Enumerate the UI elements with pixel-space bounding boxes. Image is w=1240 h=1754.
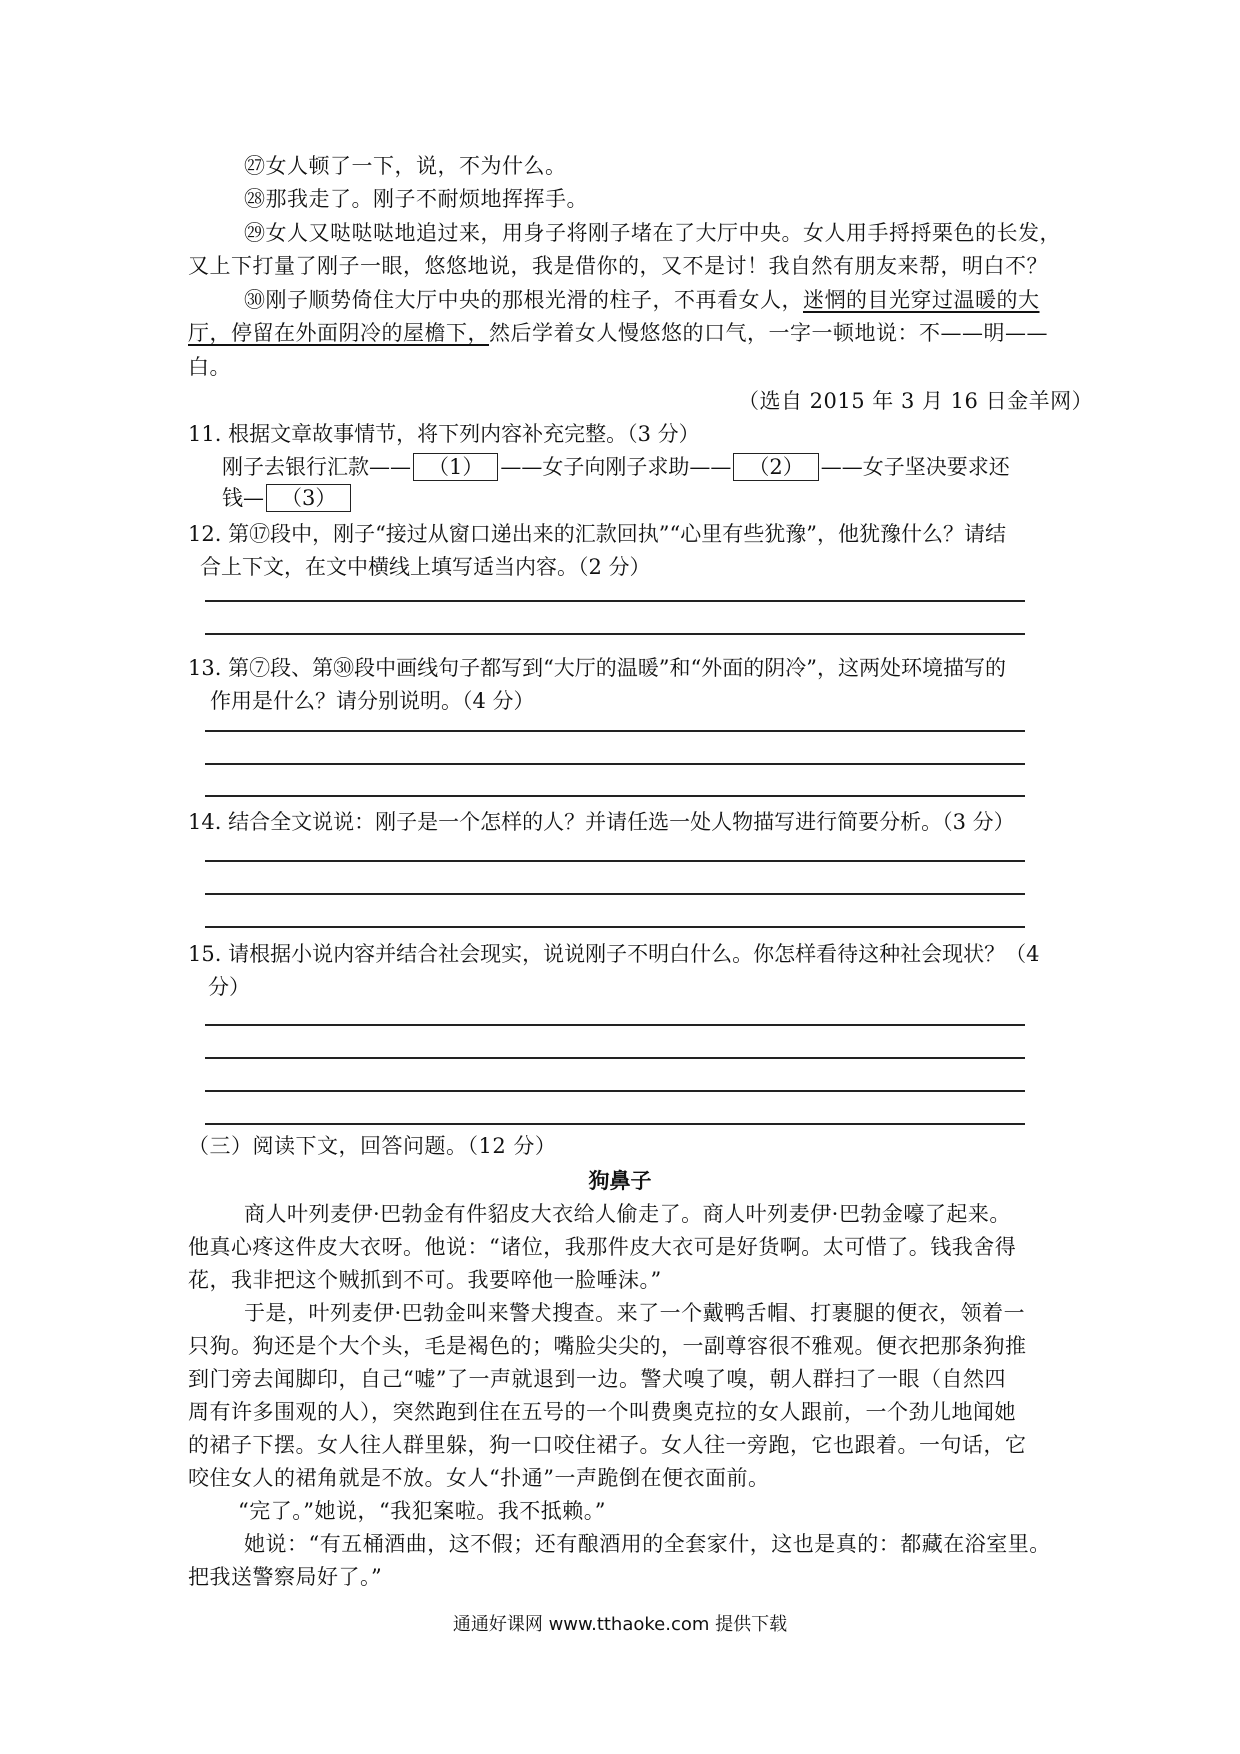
paragraph-30-line-2 <box>188 317 1048 350</box>
article-paragraph-2-line-4: 周有许多围观的人），突然跑到住在五号的一个叫费奥克拉的女人跟前，一个劲儿地闻她 <box>188 1400 1016 1424</box>
answer-line[interactable] <box>205 893 1025 895</box>
page-footer: 通通好课网 www.tthaoke.com 提供下载 <box>452 1614 788 1635</box>
paragraph-28: ㉘那我走了。刚子不耐烦地挥挥手。 <box>244 187 588 211</box>
article-paragraph-1-line-1: 商人叶列麦伊·巴勃金有件貂皮大衣给人偷走了。商人叶列麦伊·巴勃金嚎了起来。 <box>244 1202 1011 1226</box>
paragraph-30-text-2: 然后学着女人慢悠悠的口气，一字一顿地说：不——明—— <box>489 321 1048 345</box>
chain-step-remit: 刚子去银行汇款—— <box>222 455 411 479</box>
paragraph-29-line-1: ㉙女人又哒哒哒地追过来，用身子将刚子堵在了大厅中央。女人用手捋捋栗色的长发， <box>244 221 1061 245</box>
source-citation: （选自 2015 年 3 月 16 日金羊网） <box>738 389 1094 413</box>
blank-box-3[interactable]: （3） <box>266 484 351 512</box>
answer-line[interactable] <box>205 1057 1025 1059</box>
question-15-line-1: 15. 请根据小说内容并结合社会现实，说说刚子不明白什么。你怎样看待这种社会现状？（4 <box>188 942 1040 966</box>
underlined-sentence-continued: 厅，停留在外面阴冷的屋檐下， <box>188 321 489 345</box>
paragraph-30-line-3: 白。 <box>188 355 231 379</box>
answer-line[interactable] <box>205 860 1025 862</box>
article-paragraph-2-line-3: 到门旁去闻脚印，自己“嘘”了一声就退到一边。警犬嗅了嗅，朝人群扫了一眼（自然四 <box>188 1367 1006 1391</box>
question-15-line-2: 分） <box>208 975 250 999</box>
blank-box-2[interactable]: （2） <box>733 453 818 481</box>
question-11-chain-line-1 <box>222 451 1010 484</box>
question-13-line-2: 作用是什么？请分别说明。（4 分） <box>210 689 535 713</box>
article-paragraph-2-line-1: 于是，叶列麦伊·巴勃金叫来警犬搜查。来了一个戴鸭舌帽、打裹腿的便衣，领着一 <box>244 1301 1026 1325</box>
answer-line[interactable] <box>205 600 1025 602</box>
paragraph-27: ㉗女人顿了一下，说，不为什么。 <box>244 154 567 178</box>
answer-line[interactable] <box>205 730 1025 732</box>
question-14: 14. 结合全文说说：刚子是一个怎样的人？并请任选一处人物描写进行简要分析。（3 分） <box>188 810 1015 834</box>
question-11: 11. 根据文章故事情节，将下列内容补充完整。（3 分） <box>188 422 700 446</box>
article-paragraph-2-line-2: 只狗。狗还是个大个头，毛是褐色的；嘴脸尖尖的，一副尊容很不雅观。便衣把那条狗推 <box>188 1334 1027 1358</box>
answer-line[interactable] <box>205 1090 1025 1092</box>
answer-line[interactable] <box>205 1024 1025 1026</box>
chain-step-money: 钱— <box>222 486 264 510</box>
article-paragraph-4-line-2: 把我送警察局好了。” <box>188 1565 383 1589</box>
article-paragraph-1-line-3: 花，我非把这个贼抓到不可。我要啐他一脸唾沫。” <box>188 1268 662 1292</box>
article-paragraph-2-line-6: 咬住女人的裙角就是不放。女人“扑通”一声跪倒在便衣面前。 <box>188 1466 770 1490</box>
article-title: 狗鼻子 <box>588 1169 652 1193</box>
article-paragraph-1-line-2: 他真心疼这件皮大衣呀。他说：“诸位，我那件皮大衣可是好货啊。太可惜了。钱我舍得 <box>188 1235 1017 1259</box>
paragraph-30-text: ㉚刚子顺势倚住大厅中央的那根光滑的柱子，不再看女人， <box>244 288 803 312</box>
question-12-line-1: 12. 第⑰段中，刚子“接过从窗口递出来的汇款回执”“心里有些犹豫”，他犹豫什么？请结 <box>188 522 1007 546</box>
paragraph-30-line-1 <box>244 284 1040 317</box>
answer-line[interactable] <box>205 926 1025 928</box>
chain-step-repay: ——女子坚决要求还 <box>820 455 1010 479</box>
article-paragraph-2-line-5: 的裙子下摆。女人往人群里躲，狗一口咬住裙子。女人往一旁跑，它也跟着。一句话，它 <box>188 1433 1027 1457</box>
chain-step-help: ——女子向刚子求助—— <box>500 455 732 479</box>
article-paragraph-3: “完了。”她说，“我犯案啦。我不抵赖。” <box>238 1499 606 1523</box>
question-11-chain-line-2 <box>222 482 353 515</box>
paragraph-29-line-2: 又上下打量了刚子一眼，悠悠地说，我是借你的，又不是讨！我自然有朋友来帮，明白不？ <box>188 254 1048 278</box>
underlined-sentence: 迷惘的目光穿过温暖的大 <box>803 288 1040 312</box>
section-3-header: （三）阅读下文，回答问题。（12 分） <box>188 1134 557 1158</box>
answer-line[interactable] <box>205 795 1025 797</box>
question-12-line-2: 合上下文，在文中横线上填写适当内容。（2 分） <box>200 555 651 579</box>
answer-line[interactable] <box>205 1123 1025 1125</box>
question-13-line-1: 13. 第⑦段、第㉚段中画线句子都写到“大厅的温暖”和“外面的阴冷”，这两处环境描写的 <box>188 656 1007 680</box>
answer-line[interactable] <box>205 763 1025 765</box>
answer-line[interactable] <box>205 633 1025 635</box>
article-paragraph-4-line-1: 她说：“有五桶酒曲，这不假；还有酿酒用的全套家什，这也是真的：都藏在浴室里。 <box>244 1532 1051 1556</box>
blank-box-1[interactable]: （1） <box>413 453 498 481</box>
